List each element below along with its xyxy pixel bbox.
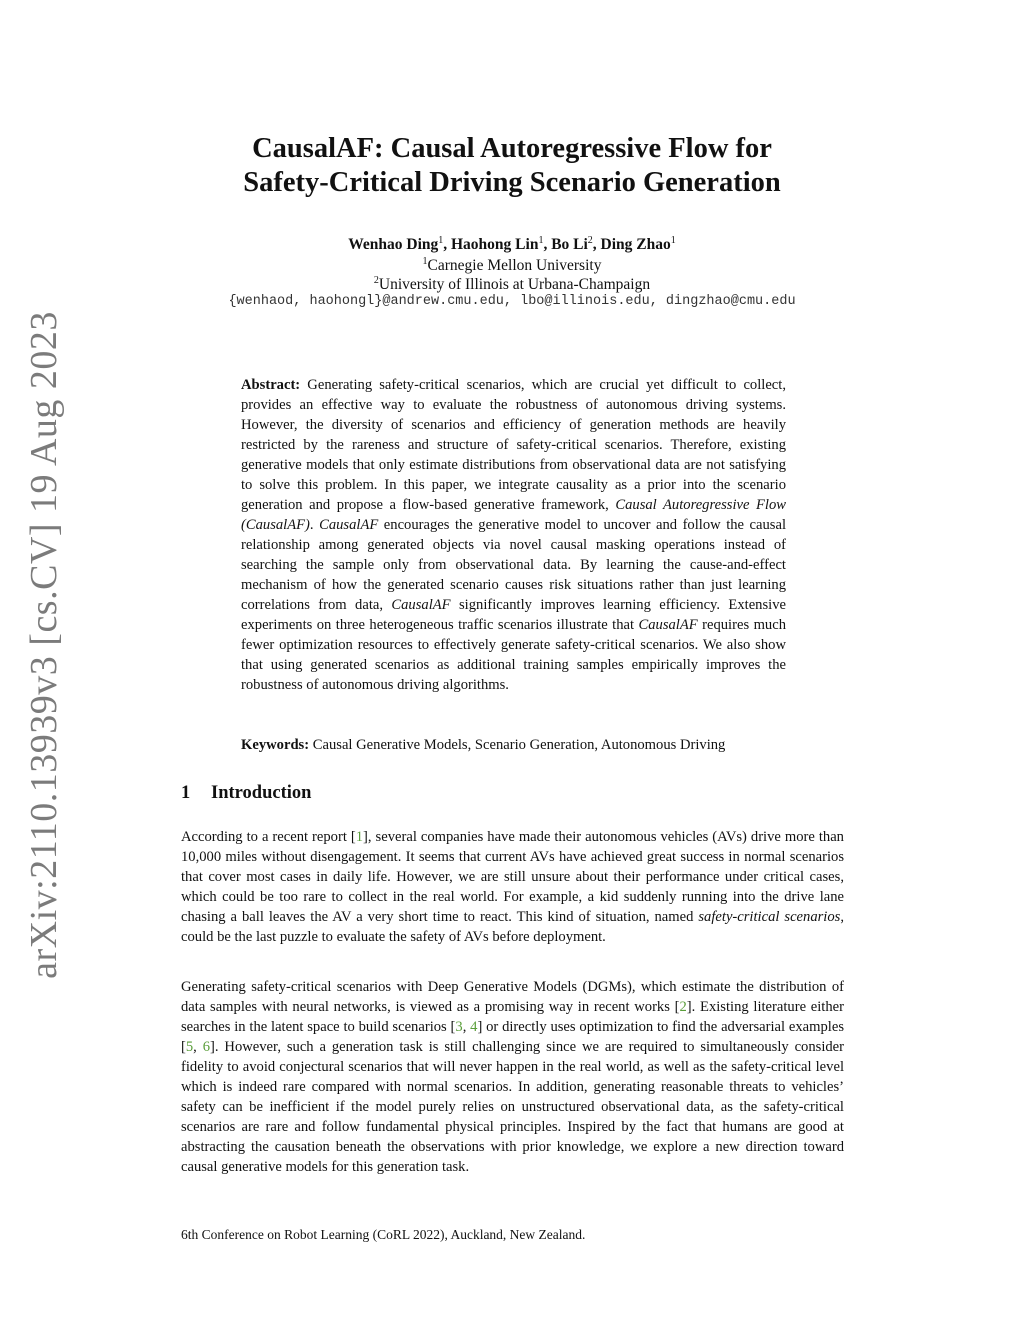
title-line-2: Safety-Critical Driving Scenario Generation xyxy=(243,167,781,198)
abstract-emphasis: CausalAF xyxy=(638,617,698,633)
section-heading-introduction xyxy=(181,783,311,804)
citation-link[interactable]: 2 xyxy=(679,999,687,1015)
abstract-emphasis: CausalAF xyxy=(319,517,379,533)
section-number: 1 xyxy=(181,783,191,803)
paragraph-text: , xyxy=(462,1019,471,1035)
paragraph-text: ]. However, such a generation task is still challenging since we are required to simultaneously consider fidelity to avoid conjectural scenarios that will never happen in the real world, as well as the safety-critical level which is indeed rare compared with normal scenarios. In addition, generating reasonable threats to vehicles’ safety can be inefficient if the model purely relies on unstructured observational data, as the safety-critical scenarios are rare and follow fundamental physical principles. Inspired by the fact that humans are good at abstracting the causation beneath the observations with prior knowledge, we explore a new direction toward causal generative models for this generation task. xyxy=(181,1039,845,1175)
abstract-text: . xyxy=(309,517,320,533)
keywords xyxy=(241,735,841,755)
paragraph-text: , could be the last puzzle to evaluate the safety of AVs before deployment. xyxy=(181,909,844,945)
abstract-emphasis: Causal Autoregressive Flow (CausalAF) xyxy=(241,497,786,533)
keywords-text: Causal Generative Models, Scenario Generation, Autonomous Driving xyxy=(312,737,726,753)
author-name: Ding Zhao xyxy=(600,236,671,253)
paragraph-text: ] or directly uses optimization to find the adversarial examples [ xyxy=(181,1019,845,1055)
author-separator: , xyxy=(443,236,451,253)
arxiv-identifier: arXiv:2110.13939v3 [cs.CV] 19 Aug 2023 xyxy=(23,311,65,979)
affiliation-name: University of Illinois at Urbana-Champaign xyxy=(378,276,651,293)
abstract-text: encourages the generative model to uncover and follow the causal relationship among generated objects via novel causal masking operations instead of searching the sample only from observational data. By learning the cause-and-effect mechanism of how the generated scenario causes risk situations rather than just learning correlations from data, xyxy=(241,517,787,613)
affiliation-name: Carnegie Mellon University xyxy=(427,257,602,274)
author-separator: , xyxy=(543,236,552,253)
affiliation-1 xyxy=(0,256,1024,276)
abstract-label: Abstract: xyxy=(241,377,301,393)
citation-link[interactable]: 6 xyxy=(202,1039,211,1055)
citation-link[interactable]: 5 xyxy=(185,1039,194,1055)
author-affiliation-mark: 1 xyxy=(670,234,676,246)
author-emails: {wenhaod, haohongl}@andrew.cmu.edu, lbo@illinois.edu, dingzhao@cmu.edu xyxy=(228,294,796,309)
paragraph-text: ], several companies have made their autonomous vehicles (AVs) drive more than 10,000 miles without disengagement. It seems that current AVs have achieved great success in normal scenarios that cover most cases in daily life. However, we are still unsure about their performance under critical cases, which could be too rare to collect in the real world. For example, a kid suddenly running into the drive lane chasing a ball leaves the AV a very short time to react. This kind of situation, named xyxy=(181,829,844,925)
abstract-text: requires much fewer optimization resources to effectively generate safety-critical scenarios. We also show that using generated scenarios as additional training samples empirically improves the robustness of autonomous driving algorithms. xyxy=(241,617,786,693)
section-title: Introduction xyxy=(211,783,312,803)
citation-link[interactable]: 1 xyxy=(355,829,364,845)
paragraph-text: ]. Existing literature either searches in the latent space to build scenarios [ xyxy=(181,999,844,1035)
affiliation-2 xyxy=(0,275,1024,295)
author-separator: , xyxy=(592,236,601,253)
citation-link[interactable]: 4 xyxy=(470,1019,478,1035)
author-name: Wenhao Ding xyxy=(348,236,439,253)
paragraph-emphasis: safety-critical scenarios xyxy=(698,909,841,925)
abstract xyxy=(241,375,786,695)
paper-title xyxy=(0,132,1024,200)
author-name: Haohong Lin xyxy=(451,236,539,253)
author-affiliation-mark: 1 xyxy=(438,234,444,246)
affiliation-mark: 2 xyxy=(373,274,379,286)
abstract-text: significantly improves learning efficiency. Extensive experiments on three heterogeneous traffic scenarios illustrate that xyxy=(241,597,786,633)
keywords-label: Keywords: xyxy=(241,737,310,753)
paragraph-text: According to a recent report [ xyxy=(181,829,356,845)
paragraph-text: Generating safety-critical scenarios with Deep Generative Models (DGMs), which estimate the distribution of data samples with neural networks, is viewed as a promising way in recent works [ xyxy=(181,979,844,1015)
author-list xyxy=(0,235,1024,255)
author-affiliation-mark: 1 xyxy=(538,234,544,246)
abstract-text: Generating safety-critical scenarios, which are crucial yet difficult to collect, provides an effective way to evaluate the robustness of autonomous driving systems. However, the diversity of scenarios and efficiency of generation methods are heavily restricted by the rareness and structure of safety-critical scenarios. Therefore, existing generative models that only estimate distributions from observational data are not satisfying to solve this problem. In this paper, we integrate causality as a prior into the scenario generation and propose a flow-based generative framework, xyxy=(241,377,786,513)
title-line-1: CausalAF: Causal Autoregressive Flow for xyxy=(252,133,772,164)
paragraph-text: , xyxy=(193,1039,203,1055)
author-affiliation-mark: 2 xyxy=(587,234,593,246)
intro-paragraph-2 xyxy=(181,977,844,1177)
intro-paragraph-1 xyxy=(181,827,844,947)
affiliation-mark: 1 xyxy=(422,255,428,267)
author-name: Bo Li xyxy=(551,236,588,253)
conference-footnote: 6th Conference on Robot Learning (CoRL 2022), Auckland, New Zealand. xyxy=(181,1227,586,1242)
abstract-emphasis: CausalAF xyxy=(391,597,451,613)
citation-link[interactable]: 3 xyxy=(455,1019,463,1035)
